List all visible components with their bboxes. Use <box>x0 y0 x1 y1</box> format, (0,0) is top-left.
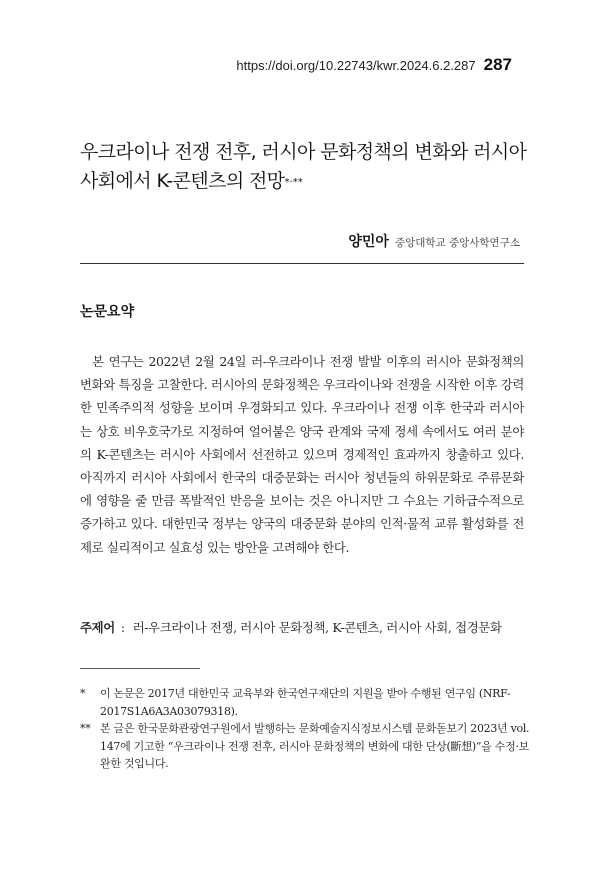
footnote-2-text: 본 글은 한국문화관광연구원에서 발행하는 문화예술지식정보시스템 문화돋보기 2023년 vol. 147에 기고한 “우크라이나 전쟁 전후, 러시아 문화정책의 변화에 대한 단상(斷想)”을 수정·보완한 것입니다. <box>100 722 530 770</box>
author-line <box>348 231 520 251</box>
footnote-1-text: 이 논문은 2017년 대한민국 교육부와 한국연구재단의 지원을 받아 수행된 연구임 (NRF-2017S1A6A3A03079318). <box>100 687 511 718</box>
footnote-1-mark: * <box>80 687 86 700</box>
keywords-text: 러-우크라이나 전쟁, 러시아 문화정책, K-콘텐츠, 러시아 사회, 접경문화 <box>132 620 502 635</box>
keywords-label: 주제어 <box>80 620 115 635</box>
footnote-2-mark: ** <box>80 722 91 735</box>
keywords <box>80 617 524 639</box>
running-header <box>236 55 512 75</box>
doi-link[interactable]: https://doi.org/10.22743/kwr.2024.6.2.287 <box>236 58 476 73</box>
keywords-colon: : <box>120 620 125 635</box>
title-footnote-marks: *·** <box>284 177 303 188</box>
footnote-2 <box>80 720 532 773</box>
abstract-body: 본 연구는 2022년 2월 24일 러-우크라이나 전쟁 발발 이후의 러시아 문화정책의 변화와 특징을 고찰한다. 러시아의 문화정책은 우크라이나와 전쟁을 시작한 이후 강력한 민족주의적 성향을 보이며 우경화되고 있다. 우크라이나 전쟁 이후 한국과 러시아는 상호 비우호국가로 지정하여 얼어붙은 양국 관계와 국제 정세 속에서도 여러 분야의 K-콘텐츠는 러시아 사회에서 선전하고 있으며 경제적인 효과까지 창출하고 있다. 아직까지 러시아 사회에서 한국의 대중문화는 러시아 청년들의 하위문화로 주류문화에 영향을 줄 만큼 폭발적인 반응을 보이는 것은 아니지만 그 수요는 기하급수적으로 증가하고 있다. 대한민국 정부는 양국의 대중문화 분야의 인적·물적 교류 활성화를 전제로 실리적이고 실효성 있는 방안을 고려해야 한다. <box>80 354 524 555</box>
footnote-divider <box>80 668 200 669</box>
footnotes <box>80 685 532 773</box>
page-number: 287 <box>483 55 512 74</box>
author-affiliation: 중앙대학교 중앙사학연구소 <box>394 237 520 249</box>
abstract-heading: 논문요약 <box>80 304 135 320</box>
author-name: 양민아 <box>348 234 389 250</box>
title-divider <box>80 263 524 264</box>
footnote-1 <box>80 685 532 720</box>
paper-title <box>80 138 530 197</box>
paper-title-text: 우크라이나 전쟁 전후, 러시아 문화정책의 변화와 러시아 사회에서 K-콘텐츠의 전망 <box>80 141 527 192</box>
